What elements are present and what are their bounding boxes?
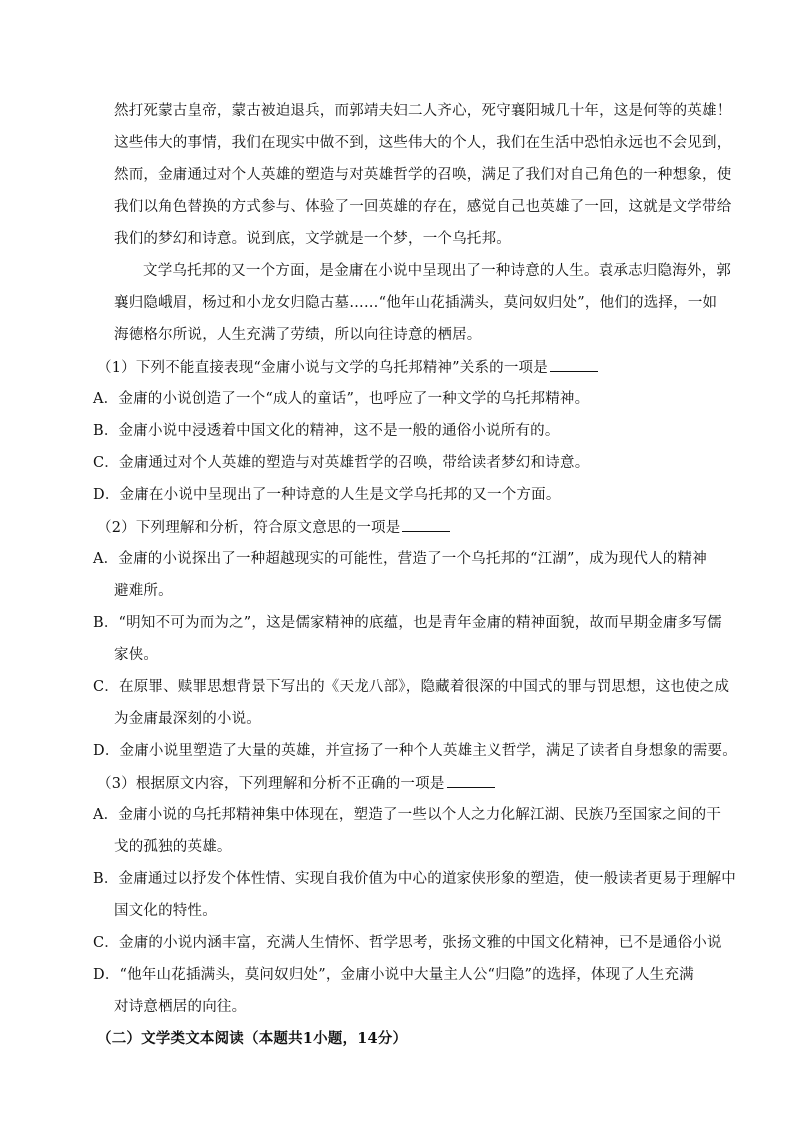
question-3-option-b-cont: 国文化的特性。 xyxy=(114,903,217,919)
answer-blank xyxy=(447,773,495,788)
question-1-option-c: C．金庸通过对个人英雄的塑造与对英雄哲学的召唤，带给读者梦幻和诗意。 xyxy=(93,455,590,471)
passage-line: 我们的梦幻和诗意。说到底，文学就是一个梦，一个乌托邦。 xyxy=(114,231,511,247)
answer-blank xyxy=(550,357,598,372)
question-2-option-c-cont: 为金庸最深刻的小说。 xyxy=(114,711,261,727)
question-2-option-a: A．金庸的小说探出了一种超越现实的可能性，营造了一个乌托邦的“江湖”，成为现代人的精神 xyxy=(93,551,707,567)
question-3-option-a: A．金庸小说的乌托邦精神集中体现在，塑造了一些以个人之力化解江湖、民族乃至国家之间的干 xyxy=(93,807,722,823)
question-3-option-b: B．金庸通过以抒发个体性情、实现自我价值为中心的道家侠形象的塑造，使一般读者更易于理解中 xyxy=(93,871,736,887)
question-1-option-b: B．金庸小说中浸透着中国文化的精神，这不是一般的通俗小说所有的。 xyxy=(93,423,560,439)
passage-line: 然而，金庸通过对个人英雄的塑造与对英雄哲学的召唤，满足了我们对自己角色的一种想象，使 xyxy=(114,167,732,183)
passage-line: 海德格尔所说，人生充满了劳绩，所以向往诗意的栖居。 xyxy=(114,327,482,343)
question-2-option-d: D．金庸小说里塑造了大量的英雄，并宣扬了一种个人英雄主义哲学，满足了读者自身想象的需要。 xyxy=(93,743,737,759)
question-2-stem xyxy=(97,517,450,538)
section-heading: （二）文学类文本阅读（本题共1小题，14分） xyxy=(97,1030,408,1047)
question-stem-text: （3）根据原文内容，下列理解和分析不正确的一项是 xyxy=(97,776,445,792)
question-3-stem xyxy=(97,773,495,794)
passage-line: 文学乌托邦的又一个方面，是金庸在小说中呈现出了一种诗意的人生。袁承志归隐海外，郭 xyxy=(143,263,731,279)
answer-blank xyxy=(402,517,450,532)
question-1-option-d: D．金庸在小说中呈现出了一种诗意的人生是文学乌托邦的又一个方面。 xyxy=(93,487,561,503)
question-3-option-d-cont: 对诗意栖居的向往。 xyxy=(114,999,247,1015)
question-stem-text: （2）下列理解和分析，符合原文意思的一项是 xyxy=(97,520,401,536)
question-1-option-a: A．金庸的小说创造了一个“成人的童话”，也呼应了一种文学的乌托邦精神。 xyxy=(93,391,590,407)
question-2-option-a-cont: 避难所。 xyxy=(114,583,173,599)
question-2-option-b-cont: 家侠。 xyxy=(114,647,159,663)
question-2-option-c: C．在原罪、赎罪思想背景下写出的《天龙八部》，隐藏着很深的中国式的罪与罚思想，这也使之成 xyxy=(93,679,730,695)
question-1-stem xyxy=(97,357,598,378)
question-2-option-b: B．“明知不可为而为之”，这是儒家精神的底蕴，也是青年金庸的精神面貌，故而早期金庸多写儒 xyxy=(93,615,722,631)
question-stem-text: （1）下列不能直接表现“金庸小说与文学的乌托邦精神”关系的一项是 xyxy=(97,360,548,376)
question-3-option-d: D．“他年山花插满头，莫问奴归处”，金庸小说中大量主人公“归隐”的选择，体现了人生充满 xyxy=(93,967,694,983)
passage-line: 这些伟大的事情，我们在现实中做不到，这些伟大的个人，我们在生活中恐怕永远也不会见到， xyxy=(114,135,732,151)
question-3-option-a-cont: 戈的孤独的英雄。 xyxy=(114,839,232,855)
question-3-option-c: C．金庸的小说内涵丰富，充满人生情怀、哲学思考，张扬文雅的中国文化精神，已不是通俗小说 xyxy=(93,935,722,951)
passage-line: 襄归隐峨眉，杨过和小龙女归隐古墓……“他年山花插满头，莫问奴归处”，他们的选择，一如 xyxy=(114,295,718,311)
passage-line: 然打死蒙古皇帝，蒙古被迫退兵，而郭靖夫妇二人齐心，死守襄阳城几十年，这是何等的英雄！ xyxy=(114,103,732,119)
passage-line: 我们以角色替换的方式参与、体验了一回英雄的存在，感觉自己也英雄了一回，这就是文学带给 xyxy=(114,199,732,215)
